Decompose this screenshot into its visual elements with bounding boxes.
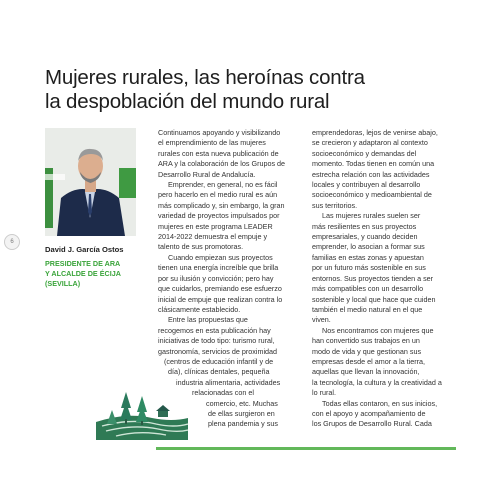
body-text-line: ARA y la colaboración de los Grupos de xyxy=(158,159,286,169)
body-text-line: Desarrollo Rural de Andalucía. xyxy=(158,169,256,179)
body-text-line: empresariales, y cuando deciden xyxy=(312,232,418,242)
body-text-line: talento de sus promotoras. xyxy=(158,242,244,252)
page-number-badge: 6 xyxy=(4,234,20,250)
body-text-line: con el apoyo y acompañamiento de xyxy=(312,408,426,418)
body-text-line: se crecieron y adaptaron al contexto xyxy=(312,138,428,148)
author-role-line: (SEVILLA) xyxy=(45,279,81,288)
body-text-line: socioeconómico y medioambiental de xyxy=(312,190,432,200)
author-role xyxy=(45,259,140,289)
rural-landscape-illustration-icon xyxy=(96,366,188,440)
section-divider xyxy=(156,447,456,450)
body-text-line: más resilientes en sus proyectos xyxy=(312,221,417,231)
body-text-line: Nos encontramos con mujeres que xyxy=(322,325,434,335)
body-text-line: han convertido sus trabajos en un xyxy=(312,336,420,346)
body-text-line: Las mujeres rurales suelen ser xyxy=(322,211,421,221)
body-text-line: por su ilusión y convicción; pero hay xyxy=(158,273,274,283)
author-name: David J. García Ostos xyxy=(45,245,124,254)
body-text-line: que cuidarlos, premiando ese esfuerzo xyxy=(158,284,282,294)
body-text-line: plena pandemia y sus xyxy=(208,419,278,429)
body-text-line: más compatibles con un desarrollo xyxy=(312,284,424,294)
body-text-line: Todas ellas contaron, en sus inicios, xyxy=(322,398,438,408)
body-text-line: entornos. Sus proyectos tienden a ser xyxy=(312,273,434,283)
body-text-line: socioeconómico y demandas del xyxy=(312,148,417,158)
body-text-line: Cuando empiezan sus proyectos xyxy=(168,252,273,262)
body-text-line: (centros de educación infantil y de xyxy=(164,356,274,366)
body-text-line: los Grupos de Desarrollo Rural. Cada xyxy=(312,419,432,429)
body-text-line: la tecnología, la cultura y la creatividad a xyxy=(312,377,442,387)
page-title xyxy=(45,66,445,114)
author-role-line: Y ALCALDE DE ÉCIJA xyxy=(45,269,121,278)
body-text-line: rurales con esta nueva publicación de xyxy=(158,148,279,158)
body-text-line: emprendedoras, lejos de venirse abajo, xyxy=(312,128,438,137)
body-text-line: día), clínicas dentales, pequeña xyxy=(168,367,270,377)
body-text-line: comercio, etc. Muchas xyxy=(206,398,278,408)
body-text-line: inicial de empuje que realizan contra lo xyxy=(158,294,283,304)
body-text-line: lo rural. xyxy=(312,388,336,398)
body-text-line: viven. xyxy=(312,315,331,325)
body-text-line: más complicado y, sin embargo, la gran xyxy=(158,200,285,210)
body-text-line: mujeres en este programa LEADER xyxy=(158,221,273,231)
body-text-line: el emprendimiento de las mujeres xyxy=(158,138,266,148)
body-text-line: emprender, lo asocian a formar sus xyxy=(312,242,425,252)
author-photo xyxy=(45,128,136,236)
body-text-line: también el medio natural en el que xyxy=(312,304,423,314)
body-text-line: 2014-2022 demuestra el empuje y xyxy=(158,232,268,242)
body-text-line: modo de vida y que gestionan sus xyxy=(312,346,422,356)
body-text-line: familias en estas zonas y apuestan xyxy=(312,252,424,262)
body-text-line: recogemos en esta publicación hay xyxy=(158,325,271,335)
body-text-line: Emprender, en general, no es fácil xyxy=(168,180,278,190)
body-text-line: sostenible y local que hace que cuiden xyxy=(312,294,436,304)
body-text-line: relacionadas con el xyxy=(192,388,254,398)
body-text-line: tienen una energía increíble que brilla xyxy=(158,263,279,273)
body-text-line: industria alimentaria, actividades xyxy=(176,377,281,387)
article-column-2 xyxy=(312,128,454,430)
body-text-line: gastronomía, servicios de proximidad xyxy=(158,346,278,356)
body-text-line: variedad de proyectos impulsados por xyxy=(158,211,280,221)
portrait-photo-icon xyxy=(45,128,136,236)
body-text-line: aquellas que llevan la innovación, xyxy=(312,367,420,377)
body-text-line: momento. Todas tienen en común una xyxy=(312,159,435,169)
body-text-line: sus territorios. xyxy=(312,200,358,210)
author-role-line: PRESIDENTE DE ARA xyxy=(45,259,121,268)
body-text-line: iniciativas de todo tipo: turismo rural, xyxy=(158,336,275,346)
body-text-line: locales y contribuyen al desarrollo xyxy=(312,180,421,190)
title-line-1: Mujeres rurales, las heroínas contra xyxy=(45,66,365,89)
title-line-2: la despoblación del mundo rural xyxy=(45,90,330,113)
body-text-line: clásicamente establecido. xyxy=(158,304,241,314)
body-text-line: Continuamos apoyando y visibilizando xyxy=(158,128,281,137)
body-text-line: de ellas surgieron en xyxy=(208,408,275,418)
body-text-line: empresas desde el amor a la tierra, xyxy=(312,356,426,366)
body-text-line: por un futuro más sostenible en sus xyxy=(312,263,426,273)
body-text-line: pero hacerlo en el medio rural es aún xyxy=(158,190,278,200)
body-text-line: Entre las propuestas que xyxy=(168,315,248,325)
body-text-line: estrecha relación con las actividades xyxy=(312,169,430,179)
